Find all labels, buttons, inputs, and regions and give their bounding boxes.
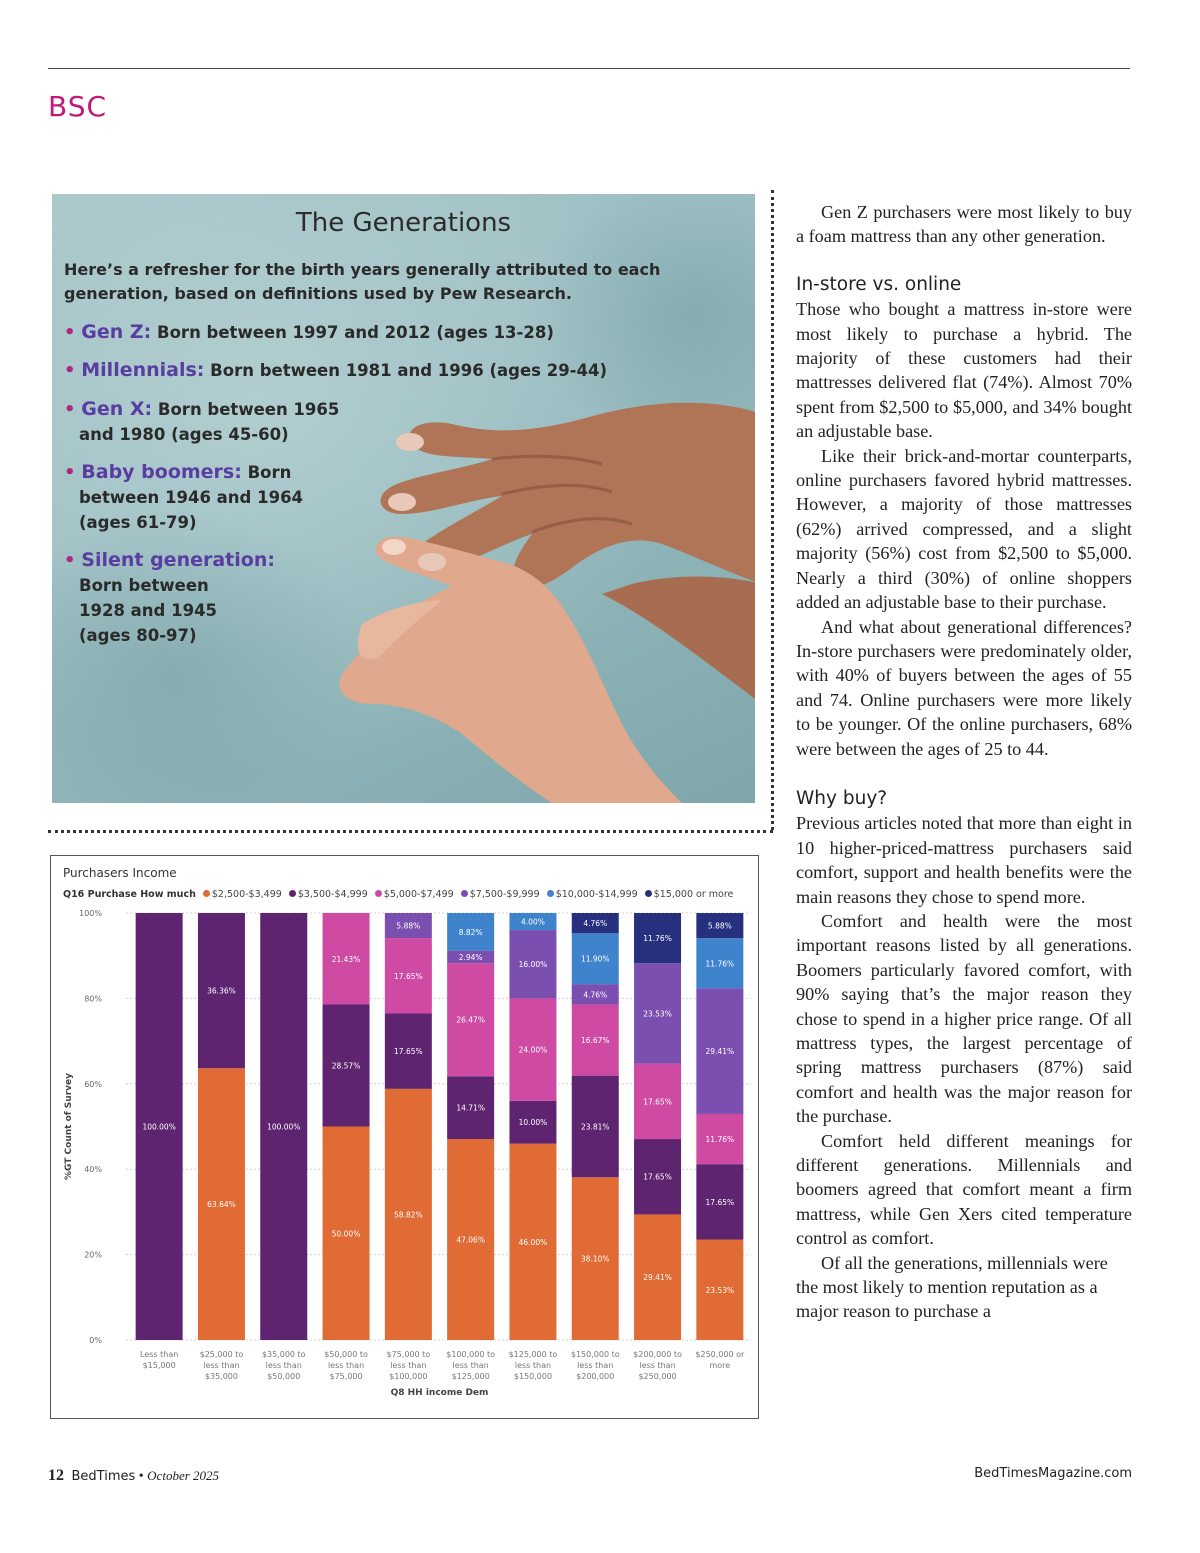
generation-years: Born between 1997 and 2012 (ages 13-28) [157, 323, 554, 342]
silent-generation-item [64, 548, 275, 648]
website-link[interactable]: BedTimesMagazine.com [974, 1466, 1132, 1481]
chart-title: Purchasers Income [63, 866, 177, 880]
bullet-icon: • [64, 462, 76, 483]
chart-canvas [51, 856, 758, 1418]
data-label: 29.41% [705, 1047, 735, 1057]
data-label: 10.00% [518, 1118, 548, 1128]
data-label: 100.00% [267, 1122, 301, 1132]
data-label: 17.65% [705, 1197, 735, 1207]
x-tick-label: $100,000 [389, 1372, 428, 1381]
generation-ages: (ages 80-97) [79, 626, 197, 645]
y-tick-label: 0% [89, 1336, 102, 1345]
x-tick-label: less than [577, 1361, 614, 1370]
horizontal-dotted-divider [48, 830, 773, 833]
footer-left [48, 1467, 219, 1485]
data-label: 36.36% [207, 986, 236, 996]
generation-years: Born between 1965 [157, 400, 340, 419]
x-tick-label: $125,000 to [508, 1350, 558, 1359]
data-label: 100.00% [142, 1122, 176, 1132]
article-paragraph: Gen Z purchasers were most likely to buy a foam mattress than any other generation. [796, 202, 1132, 247]
article-paragraph: And what about generational differences? In-store purchasers were predominately older, with 40% of buyers between the ages of 55 and 74. Online purchasers were more likely to be younger. Of the online purchasers, 68% were between the ages of 25 to 44. [796, 616, 1132, 759]
x-tick-label: $125,000 [451, 1372, 490, 1381]
legend-swatch-0 [203, 890, 210, 897]
section-tag: BSC [48, 90, 108, 123]
gen-z-item [64, 320, 554, 345]
generation-name: Gen Z: [81, 321, 152, 343]
data-label: 46.00% [518, 1237, 548, 1247]
data-label: 21.43% [331, 954, 361, 964]
data-label: 16.00% [518, 960, 548, 970]
legend-swatch-2 [375, 890, 382, 897]
bullet-icon: • [64, 399, 76, 420]
data-label: 2.94% [458, 952, 483, 962]
data-label: 4.00% [521, 917, 545, 927]
x-tick-label: $150,000 to [570, 1350, 620, 1359]
x-tick-label: $15,000 [142, 1361, 176, 1370]
x-tick-label: $250,000 [638, 1372, 677, 1381]
sidebar-intro: Here’s a refresher for the birth years generally attributed to each generation, based on definitions used by Pew Research. [64, 260, 661, 303]
bullet-icon: • [64, 360, 76, 381]
generation-years: Born [247, 463, 292, 482]
generation-years-cont: between 1946 and 1964 [79, 488, 304, 507]
subhead-why-buy: Why buy? [796, 787, 888, 809]
data-label: 17.65% [643, 1097, 672, 1107]
millennials-item [64, 358, 607, 383]
data-label: 11.90% [580, 954, 610, 964]
x-tick-label: less than [639, 1361, 676, 1370]
x-tick-label: less than [452, 1361, 489, 1370]
data-label: 17.65% [394, 971, 423, 981]
generation-name: Baby boomers: [81, 461, 242, 483]
baby-boomers-item [64, 460, 303, 535]
x-axis-label: Q8 HH income Dem [390, 1388, 489, 1398]
x-tick-label: $35,000 [204, 1372, 238, 1381]
data-label: 23.53% [643, 1009, 672, 1019]
article-paragraph: Previous articles noted that more than eight in 10 higher-priced-mattress purchasers said comfort, support and health benefits were the main reasons they chose to spend more. [796, 813, 1132, 907]
data-label: 5.88% [396, 921, 421, 931]
legend-swatch-4 [547, 890, 554, 897]
y-tick-label: 20% [84, 1250, 102, 1260]
x-tick-label: $200,000 [576, 1372, 615, 1381]
generations-sidebar [52, 194, 755, 803]
generation-years: Born between [79, 576, 209, 595]
data-label: 17.65% [643, 1172, 672, 1182]
vertical-dotted-divider [771, 190, 774, 830]
data-label: 63.64% [207, 1200, 236, 1210]
legend-title: Q16 Purchase How much [63, 889, 196, 900]
issue-date: October 2025 [147, 1468, 220, 1483]
x-tick-label: $250,000 or [695, 1350, 745, 1359]
y-axis-label: %GT Count of Survey [64, 1073, 74, 1180]
data-label: 47.06% [456, 1235, 485, 1245]
x-tick-label: $35,000 to [261, 1350, 306, 1359]
younger-hand [339, 537, 682, 803]
data-label: 8.82% [458, 927, 483, 937]
data-label: 11.76% [643, 934, 672, 944]
legend-swatch-5 [645, 890, 652, 897]
article-paragraph: Of all the generations, millennials were the most likely to mention reputation as a major reason to purchase a [796, 1252, 1108, 1322]
x-tick-label: $25,000 to [199, 1350, 244, 1359]
legend-item: $3,500-$4,999 [289, 889, 368, 900]
sidebar-title: The Generations [295, 208, 512, 238]
purchasers-income-chart [50, 855, 759, 1419]
x-tick-label: $75,000 to [386, 1350, 431, 1359]
x-tick-label: $50,000 to [324, 1350, 368, 1359]
x-tick-label: less than [203, 1361, 240, 1370]
data-label: 17.65% [394, 1047, 423, 1057]
article-column [796, 200, 1132, 1324]
data-label: 26.47% [456, 1015, 485, 1025]
x-tick-label: $75,000 [329, 1372, 363, 1381]
data-label: 23.53% [705, 1285, 735, 1295]
subhead-in-store-online: In-store vs. online [796, 273, 962, 295]
hands-photo [302, 374, 755, 803]
data-label: 23.81% [580, 1122, 610, 1132]
data-label: 16.67% [580, 1036, 610, 1046]
generation-name: Millennials: [81, 359, 205, 381]
generation-years-cont: and 1980 (ages 45-60) [79, 425, 289, 444]
footer-separator: • [138, 1469, 144, 1484]
data-label: 24.00% [518, 1045, 548, 1055]
y-tick-label: 100% [79, 909, 102, 918]
gen-x-item [64, 397, 339, 447]
data-label: 11.76% [705, 959, 735, 969]
data-label: 50.00% [331, 1229, 361, 1239]
legend-item: $7,500-$9,999 [461, 889, 540, 900]
x-tick-label: $100,000 to [446, 1350, 496, 1359]
page-number: 12 [48, 1467, 64, 1484]
legend-item: $10,000-$14,999 [547, 889, 638, 900]
data-label: 11.76% [705, 1135, 735, 1145]
top-rule [48, 68, 1130, 69]
x-tick-label: $150,000 [513, 1372, 553, 1381]
data-label: 14.71% [456, 1103, 485, 1113]
article-paragraph: Comfort held different meanings for different generations. Millennials and boomers agreed that comfort meant a firm mattress, while Gen Xers cited temperature control as comfort. [796, 1130, 1132, 1249]
x-tick-label: less than [327, 1361, 365, 1370]
generation-ages: (ages 61-79) [79, 513, 197, 532]
legend-item: $15,000 or more [645, 889, 734, 900]
magazine-name: BedTimes [71, 1469, 136, 1484]
chart-legend [63, 889, 733, 900]
x-tick-label: more [709, 1361, 731, 1370]
legend-swatch-3 [461, 890, 468, 897]
x-tick-label: less than [390, 1361, 427, 1370]
article-paragraph: Comfort and health were the most important reasons listed by all generations. Boomers particularly favored comfort, with 90% saying that’s the major reason they chose to spend in a higher price range. Of all mattress types, the largest percentage of spring mattress purchasers (87%) said comfort and health was the major reason for the purchase. [796, 910, 1132, 1127]
x-tick-label: less than [514, 1361, 552, 1370]
legend-swatch-1 [289, 890, 296, 897]
legend-item: $5,000-$7,499 [375, 889, 454, 900]
y-tick-label: 60% [84, 1079, 102, 1089]
x-tick-label: less than [265, 1361, 302, 1370]
generation-years: Born between 1981 and 1996 (ages 29-44) [210, 361, 608, 380]
generation-name: Gen X: [81, 398, 153, 420]
article-paragraph: Like their brick-and-mortar counterparts, online purchasers favored hybrid mattresses. However, a majority of those mattresses (62%) arrived compressed, and a slight majority (56%) cost from $2,500 to $5,000. Nearly a third (30%) of online shoppers added an adjustable base to their purchase. [796, 445, 1132, 613]
bullet-icon: • [64, 322, 76, 343]
data-label: 4.76% [583, 990, 608, 1000]
data-label: 58.82% [394, 1210, 423, 1220]
legend-item: $2,500-$3,499 [203, 889, 282, 900]
data-label: 5.88% [707, 921, 732, 931]
x-tick-label: $200,000 to [633, 1350, 682, 1359]
data-label: 4.76% [583, 919, 608, 929]
data-label: 29.41% [643, 1273, 672, 1283]
data-label: 38.10% [580, 1254, 610, 1264]
generation-name: Silent generation: [81, 549, 275, 571]
generation-years-cont: 1928 and 1945 [79, 601, 218, 620]
y-tick-label: 80% [84, 994, 102, 1004]
article-paragraph: Those who bought a mattress in-store were most likely to purchase a hybrid. The majority of these customers had their mattresses delivered flat (74%). Almost 70% spent from $2,500 to $5,000, and 34% bought an adjustable base. [796, 299, 1132, 442]
x-tick-label: $50,000 [267, 1372, 301, 1381]
x-tick-label: Less than [140, 1350, 179, 1359]
bullet-icon: • [64, 550, 76, 571]
y-tick-label: 40% [84, 1165, 102, 1175]
data-label: 28.57% [331, 1061, 361, 1071]
